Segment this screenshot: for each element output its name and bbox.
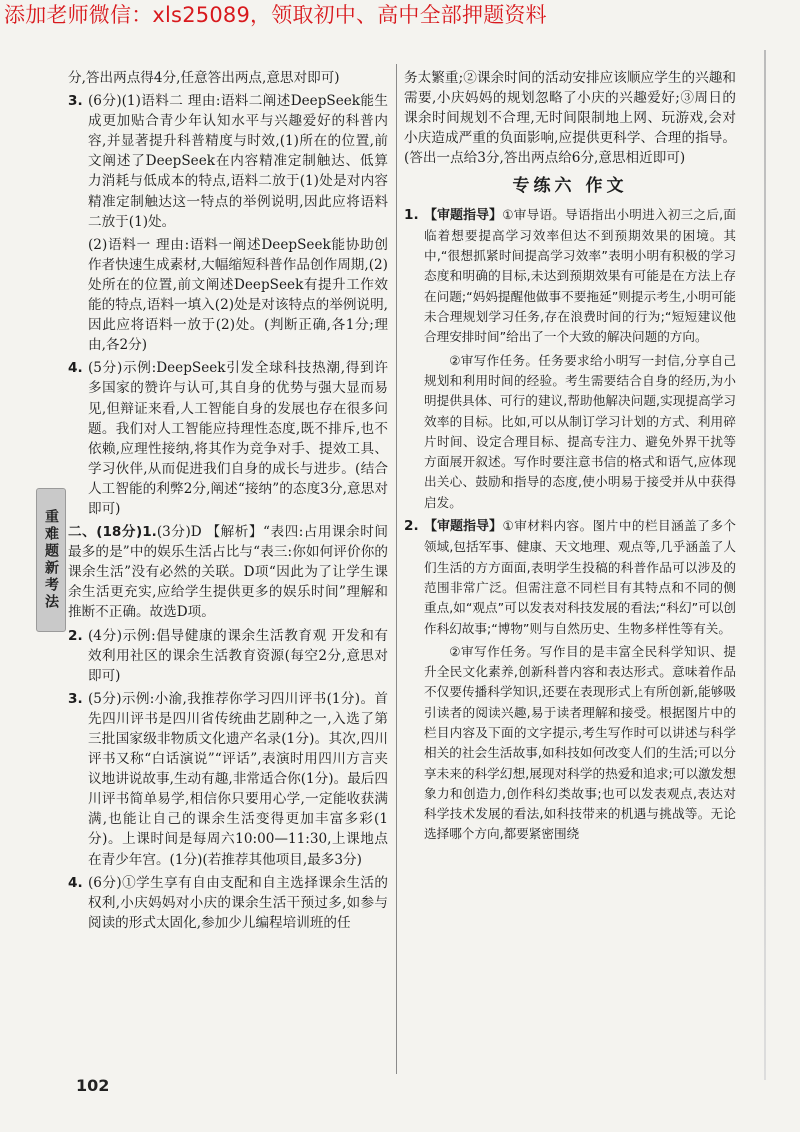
page-number: 102 xyxy=(76,1076,110,1095)
answer-item-3b xyxy=(68,689,388,870)
promo-banner: 添加老师微信：xls25089，领取初中、高中全部押题资料 xyxy=(4,3,547,27)
essay-item-2 xyxy=(404,516,736,845)
item-para: ②审写作任务。写作目的是丰富全民科学知识、提升全民文化素养,创新科普内容和表达形式。意味着作品不仅要传播科学知识,还要在表现形式上有所创新,能够吸引读者的阅读兴趣,易于读者理解和接受。根据图片中的栏目内容及下面的文字提示,考生写作时可以讲述与科学相关的社会生活故事,如科技如何改变人们的生活;可以分享未来的科学幻想,展现对科学的热爱和追求;可以激发想象力和创造力,创作科幻类故事;也可以发表观点,表达对科学技术发展的看法,如科技带来的机遇与挑战等。无论选择哪个方向,都要紧密围绕 xyxy=(424,643,736,842)
item-number: 二、(18分)1. xyxy=(68,524,157,541)
left-intro: 分,答出两点得4分,任意答出两点,意思对即可) xyxy=(68,70,340,86)
item-text: ①审材料内容。图片中的栏目涵盖了多个领域,包括军事、健康、天文地理、观点等,几乎涵盖了人们生活的方方面面,表明学生投稿的科普作品可以涉及的范围非常广泛。但需注意不同栏目有其特点和不同的侧重点,如“观点”可以发表对科技发展的看法;“科幻”可以创作科幻故事;“博物”则与自然历史、生物多样性等有关。 xyxy=(424,518,736,636)
item-number: 2. xyxy=(404,518,419,535)
item-para: (5分)示例:DeepSeek引发全球科技热潮,得到许多国家的赞许与认可,其自身的优势与强大显而易见,但辩证来看,人工智能自身的发展也存在很多问题。我们对人工智能应持理性态度,既不排斥,也不依赖,应理性接纳,将其作为竞争对手、提效工具、学习伙伴,从而促进我们自身的成长与进步。(结合人工智能的利弊2分,阐述“接纳”的态度3分,意思对即可) xyxy=(88,360,388,517)
item-number: 1. xyxy=(404,206,419,223)
item-number: 4. xyxy=(68,360,83,377)
side-tab-label: 重难题新考法 xyxy=(36,488,66,632)
item-number: 2. xyxy=(68,627,83,644)
essay-item-1 xyxy=(404,205,736,513)
answer-item-2 xyxy=(68,626,388,686)
item-para xyxy=(424,205,736,348)
item-number: 4. xyxy=(68,874,83,891)
item-para xyxy=(424,516,736,639)
column-divider xyxy=(396,64,397,1074)
section-title: 专练六 作文 xyxy=(512,176,628,197)
item-number: 3. xyxy=(68,690,83,707)
guide-label: 【审题指导】 xyxy=(424,519,503,535)
item-para xyxy=(68,522,388,622)
item-para: (2)语料一 理由:语料一阐述DeepSeek能协助创作者快速生成素材,大幅缩短科普作品创作周期,(2)处所在的位置,前文阐述DeepSeek有提升工作效能的特点,语料一填入(2)处是对该特点的举例说明,因此应将语料一放于(2)处。(判断正确,各1分;理由,各2分) xyxy=(88,236,388,354)
answer-item-4 xyxy=(68,358,388,519)
page-edge-shadow xyxy=(764,50,766,1080)
item-text: ①审导语。导语指出小明进入初三之后,面临着想要提高学习效率但达不到预期效果的困境。其中,“很想抓紧时间提高学习效率”表明小明有积极的学习态度和明确的目标,未达到预期效果有可能是在方法上存在问题;“妈妈提醒他做事不要拖延”则提示考生,小明可能未合理规划学习任务,存在浪费时间的行为;“短短建议他合理安排时间”给出了一个大致的解决问题的方向。 xyxy=(424,206,736,345)
item-para: (6分)(1)语料二 理由:语料二阐述DeepSeek能生成更加贴合青少年认知水平与兴趣爱好的科普内容,并显著提升科普精度与时效,(1)所在的位置,前文阐述了DeepSeek在内容精准定制触达、低算力消耗与低成本的特点,语料二放于(1)处是对内容精准定制触达这一特点的举例说明,因此应将语料二放于(1)处。 xyxy=(88,93,388,230)
answer-section-2-item-1 xyxy=(68,522,388,622)
item-number: 3. xyxy=(68,93,83,110)
item-para: (6分)①学生享有自由支配和自主选择课余生活的权利,小庆妈妈对小庆的课余生活干预过多,如参与阅读的形式太固化,参加少儿编程培训班的任 xyxy=(88,874,388,931)
item-text: (3分)D 【解析】“表四:占用课余时间最多的是”中的娱乐生活占比与“表三:你如何评价你的课余生活”没有必然的关联。D项“因此为了让学生课余生活更充实,应给学生提供更多的娱乐时间”理解和推断不正确。故选D项。 xyxy=(68,524,388,621)
left-column xyxy=(68,68,388,936)
item-para: ②审写作任务。任务要求给小明写一封信,分享自己规划和利用时间的经验。考生需要结合自身的经历,为小明提供具体、可行的建议,帮助他解决问题,实现提高学习效率的目标。比如,可以从制订学习计划的方式、利用碎片时间、设定合理目标、提高专注力、避免外界干扰等方面展开叙述。写作时要注意书信的格式和语气,应体现出关心、鼓励和指导的态度,使小明易于接受并从中获得启发。 xyxy=(424,352,736,510)
item-para: (4分)示例:倡导健康的课余生活教育观 开发和有效利用社区的课余生活教育资源(每空2分,意思对即可) xyxy=(88,627,388,684)
item-para: (5分)示例:小渝,我推荐你学习四川评书(1分)。首先四川评书是四川省传统曲艺剧种之一,入选了第三批国家级非物质文化遗产名录(1分)。其次,四川评书又称“白话演说”“评话”,表演时用四川方言夹议地讲说故事,生动有趣,非常适合你(1分)。最后四川评书简单易学,相信你只要用心学,一定能收获满满,也能让自己的课余生活变得更加丰富多彩(1分)。上课时间是每周六10:00—11:30,上课地点在青少年宫。(1分)(若推荐其他项目,最多3分) xyxy=(88,690,388,868)
answer-item-4b xyxy=(68,873,388,933)
answer-item-3 xyxy=(68,91,388,355)
right-column xyxy=(404,68,736,848)
right-continuation: 务太繁重;②课余时间的活动安排应该顺应学生的兴趣和需要,小庆妈妈的规划忽略了小庆的兴趣爱好;③周日的课余时间规划不合理,无时间限制地上网、玩游戏,会对小庆造成严重的负面影响,应提供更科学、合理的指导。(答出一点给3分,答出两点给6分,意思相近即可) xyxy=(404,70,736,167)
guide-label: 【审题指导】 xyxy=(424,207,503,223)
